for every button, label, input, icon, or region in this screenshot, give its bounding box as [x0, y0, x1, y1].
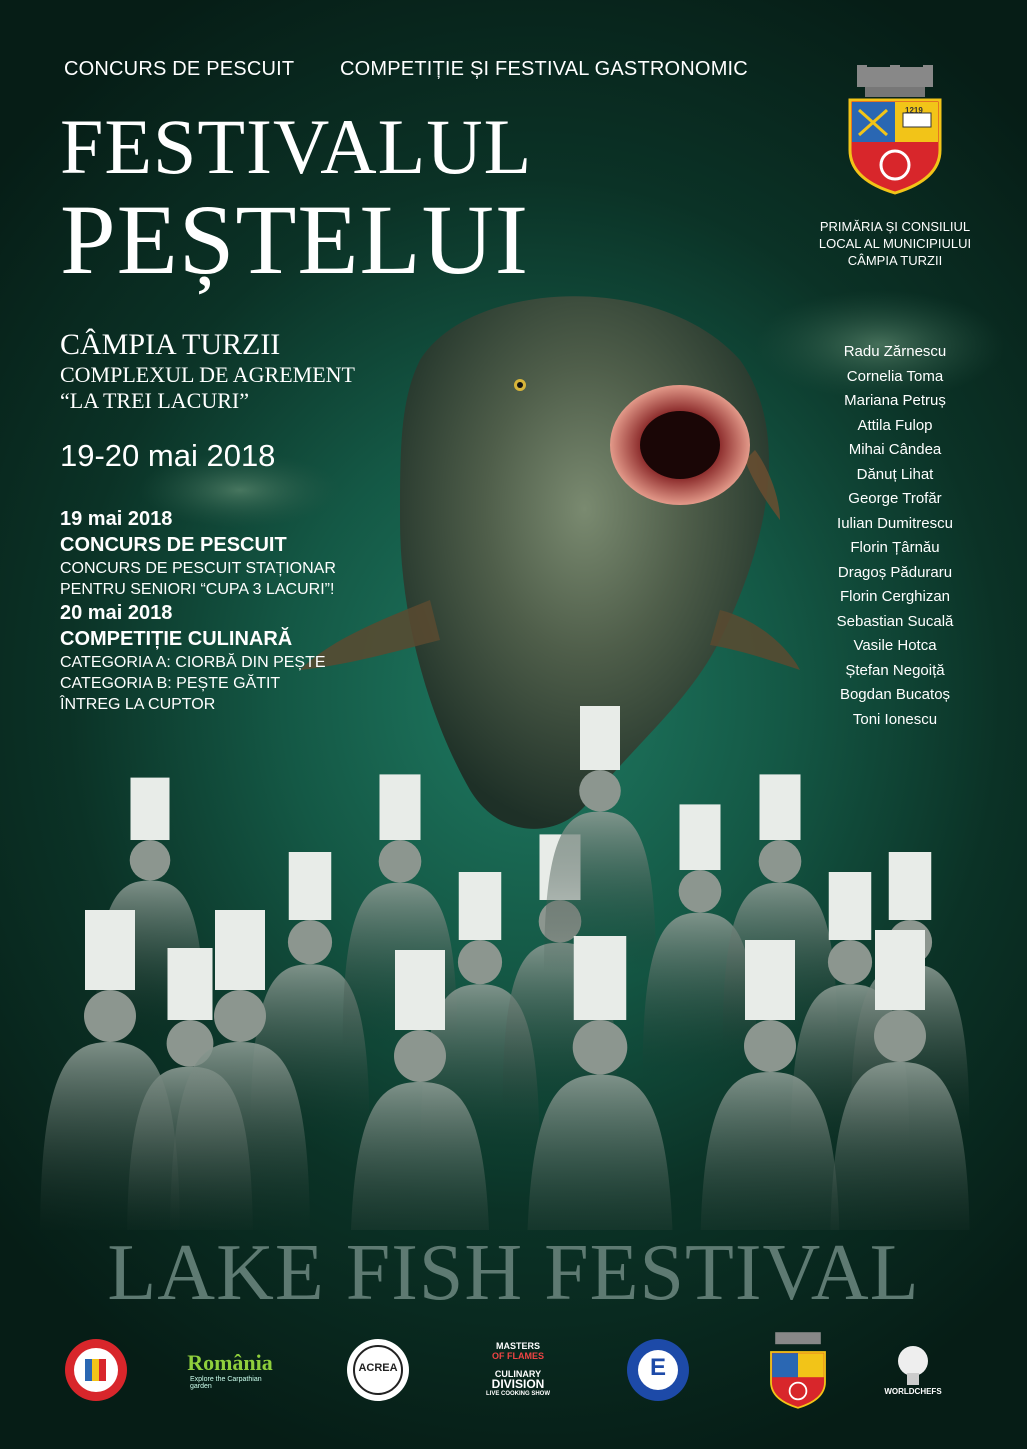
- venue-complex: COMPLEXUL DE AGREMENT: [60, 362, 355, 387]
- worldchefs-label: WORLDCHEFS: [884, 1387, 942, 1396]
- day-1-line-2: PENTRU SENIORI “CUPA 3 LACURI”!: [60, 581, 335, 598]
- chef-hat: [215, 910, 265, 990]
- chef-head: [84, 990, 136, 1042]
- acrea-label: ACREA: [358, 1362, 398, 1374]
- masters-line-4: DIVISION: [491, 1377, 545, 1391]
- chefs-photo: [40, 690, 990, 1230]
- chef-head: [394, 1030, 446, 1082]
- logo-city-crest: [758, 1330, 838, 1410]
- city-crest-icon: [845, 65, 945, 195]
- chef-head: [579, 770, 621, 812]
- chef-name: Toni Ionescu: [852, 710, 938, 728]
- logo-worldchefs: [873, 1330, 953, 1410]
- day-2-line-1: CATEGORIA A: CIORBĂ DIN PEȘTE: [60, 654, 326, 671]
- schedule: [60, 506, 420, 715]
- chef-name: Dănuț Lihat: [856, 465, 934, 483]
- organizer-line-2: LOCAL AL MUNICIPIULUI: [818, 236, 972, 251]
- worldchefs-icon: [893, 1343, 933, 1387]
- chef-name: Sebastian Sucală: [836, 612, 954, 630]
- masters-line-5: LIVE COOKING SHOW: [485, 1391, 550, 1397]
- day-1-heading: CONCURS DE PESCUIT: [60, 534, 287, 556]
- chef-name: Attila Fulop: [857, 416, 933, 434]
- chef-figures: [40, 706, 970, 1230]
- logo-masters-of-flames: [478, 1330, 558, 1410]
- organizer-line-3: CÂMPIA TURZII: [847, 253, 943, 268]
- chef-head: [458, 940, 502, 984]
- chef-hat: [380, 774, 421, 840]
- chef-name: Dragoș Păduraru: [837, 563, 953, 581]
- chef-hat: [131, 778, 170, 840]
- euro-letter: E: [649, 1354, 666, 1381]
- organizer-line-1: PRIMĂRIA ȘI CONSILIUL: [819, 219, 971, 234]
- chef-hat: [574, 936, 627, 1020]
- chef-hat: [889, 852, 932, 920]
- chef-hat: [85, 910, 135, 990]
- chef-name: Mihai Cândea: [848, 441, 942, 458]
- chef-hat: [829, 872, 872, 940]
- chef-name: Cornelia Toma: [846, 367, 944, 385]
- chef-head: [214, 990, 266, 1042]
- city-crest-small-icon: [768, 1331, 828, 1409]
- chef-head: [744, 1020, 796, 1072]
- schedule-day-1: [60, 506, 420, 600]
- romania-logo-tagline: Explore the Carpathian garden: [190, 1376, 262, 1390]
- romania-logo-text: România: [187, 1350, 273, 1375]
- chef-hat: [459, 872, 502, 940]
- chef-head: [874, 1010, 926, 1062]
- logo-romania: [187, 1330, 273, 1410]
- chef-hat: [745, 940, 795, 1020]
- chef-hat: [760, 774, 801, 840]
- chef-name: Florin Țârnău: [850, 539, 940, 556]
- chef-head: [130, 840, 171, 881]
- chef-hat: [875, 930, 925, 1010]
- venue-name: “LA TREI LACURI”: [60, 388, 250, 413]
- chef-head: [828, 940, 872, 984]
- culinary-association-icon: [63, 1337, 129, 1403]
- gastronomic-festival-tag: COMPETIȚIE ȘI FESTIVAL GASTRONOMIC: [340, 58, 748, 80]
- masters-line-3: CULINARY: [494, 1369, 542, 1379]
- masters-line-2: OF FLAMES: [492, 1351, 544, 1361]
- logo-euro-toques: [618, 1330, 698, 1410]
- chef-hat: [580, 706, 620, 770]
- chef-name: Florin Cerghizan: [839, 588, 951, 605]
- chef-hat: [168, 948, 213, 1020]
- title-line-1: FESTIVALUL: [60, 103, 533, 190]
- organizer-text: [800, 218, 990, 269]
- day-2-line-2: CATEGORIA B: PEȘTE GĂTIT: [60, 675, 281, 692]
- chef-head: [679, 870, 722, 913]
- chef-hat: [289, 852, 332, 920]
- chef-name: Mariana Petruș: [844, 392, 946, 409]
- crest-year: 1219: [905, 106, 923, 115]
- title-line-2: PEȘTELUI: [60, 184, 530, 295]
- chef-name: Ștefan Negoiță: [845, 661, 945, 679]
- chef-head: [759, 840, 802, 883]
- fishing-contest-tag: CONCURS DE PESCUIT: [64, 58, 295, 80]
- logo-culinary-association: [56, 1330, 136, 1410]
- chef-name: Vasile Hotca: [853, 637, 937, 654]
- chef-figure: [544, 706, 656, 972]
- chef-hat: [680, 804, 721, 870]
- day-2-line-3: ÎNTREG LA CUPTOR: [60, 696, 216, 713]
- day-2-date: 20 mai 2018: [60, 602, 173, 624]
- chef-head: [379, 840, 422, 883]
- chef-name: Bogdan Bucatoș: [839, 686, 951, 703]
- chef-head: [573, 1020, 628, 1075]
- chef-name: Iulian Dumitrescu: [837, 514, 953, 532]
- day-1-line-1: CONCURS DE PESCUIT STAȚIONAR: [60, 560, 336, 577]
- chef-head: [288, 920, 332, 964]
- logo-acrea: [338, 1330, 418, 1410]
- chef-hat: [395, 950, 445, 1030]
- chef-names-list: [800, 340, 990, 732]
- day-1-date: 19 mai 2018: [60, 508, 173, 530]
- day-2-heading: COMPETIȚIE CULINARĂ: [60, 628, 293, 650]
- venue-city: CÂMPIA TURZII: [60, 328, 281, 361]
- masters-line-1: MASTERS: [495, 1341, 540, 1351]
- chef-name: Radu Zărnescu: [843, 343, 947, 360]
- chef-name: George Trofăr: [848, 490, 942, 507]
- event-dates: 19-20 mai 2018: [60, 438, 276, 473]
- english-title: LAKE FISH FESTIVAL: [107, 1229, 920, 1317]
- chef-body: [40, 1042, 180, 1230]
